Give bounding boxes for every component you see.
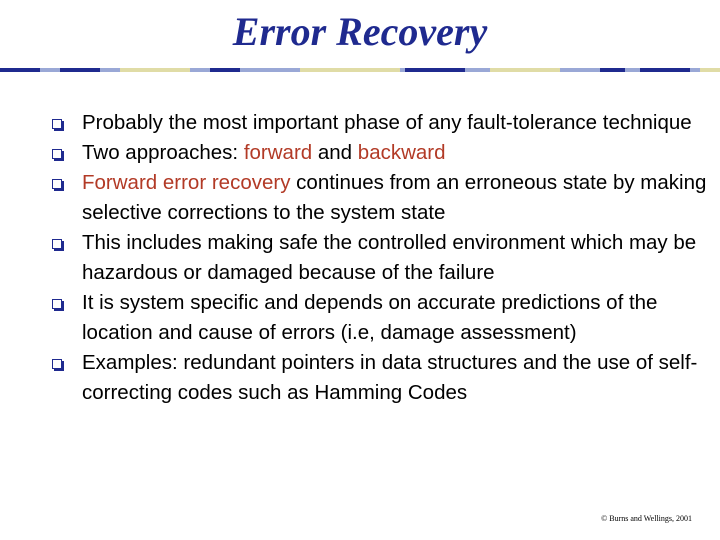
copyright-credit: © Burns and Wellings, 2001 xyxy=(601,514,692,523)
bullet-text: Probably the most important phase of any fault-tolerance technique xyxy=(82,111,692,134)
bullet-text: continues from an erroneous state by making selective corrections to the system state xyxy=(82,171,707,224)
hollow-square-bullet-icon xyxy=(52,299,62,309)
bullet-text: It is system specific and depends on accurate predictions of the location and cause of errors (i.e, damage assessment) xyxy=(82,291,658,344)
bullet-text: Two approaches: xyxy=(82,141,244,164)
bullet-item xyxy=(52,348,712,408)
highlighted-term: backward xyxy=(357,141,446,164)
hollow-square-bullet-icon xyxy=(52,239,62,249)
bullet-item xyxy=(52,228,712,288)
hollow-square-bullet-icon xyxy=(52,179,62,189)
highlighted-term: Forward error recovery xyxy=(82,171,291,194)
highlighted-term: forward xyxy=(243,141,313,164)
slide-title: Error Recovery xyxy=(232,9,488,54)
bullet-list xyxy=(52,108,712,408)
hollow-square-bullet-icon xyxy=(52,149,62,159)
bullet-text: This includes making safe the controlled environment which may be hazardous or damaged because of the failure xyxy=(82,231,697,284)
hollow-square-bullet-icon xyxy=(52,359,62,369)
bullet-item xyxy=(52,288,712,348)
bullet-item xyxy=(52,108,712,138)
bullet-item xyxy=(52,138,712,168)
bullet-text: and xyxy=(312,141,358,164)
bullet-text: Examples: redundant pointers in data structures and the use of self-correcting codes such as Hamming Codes xyxy=(82,351,698,404)
hollow-square-bullet-icon xyxy=(52,119,62,129)
title-divider-bar xyxy=(0,66,720,74)
bullet-item xyxy=(52,168,712,228)
